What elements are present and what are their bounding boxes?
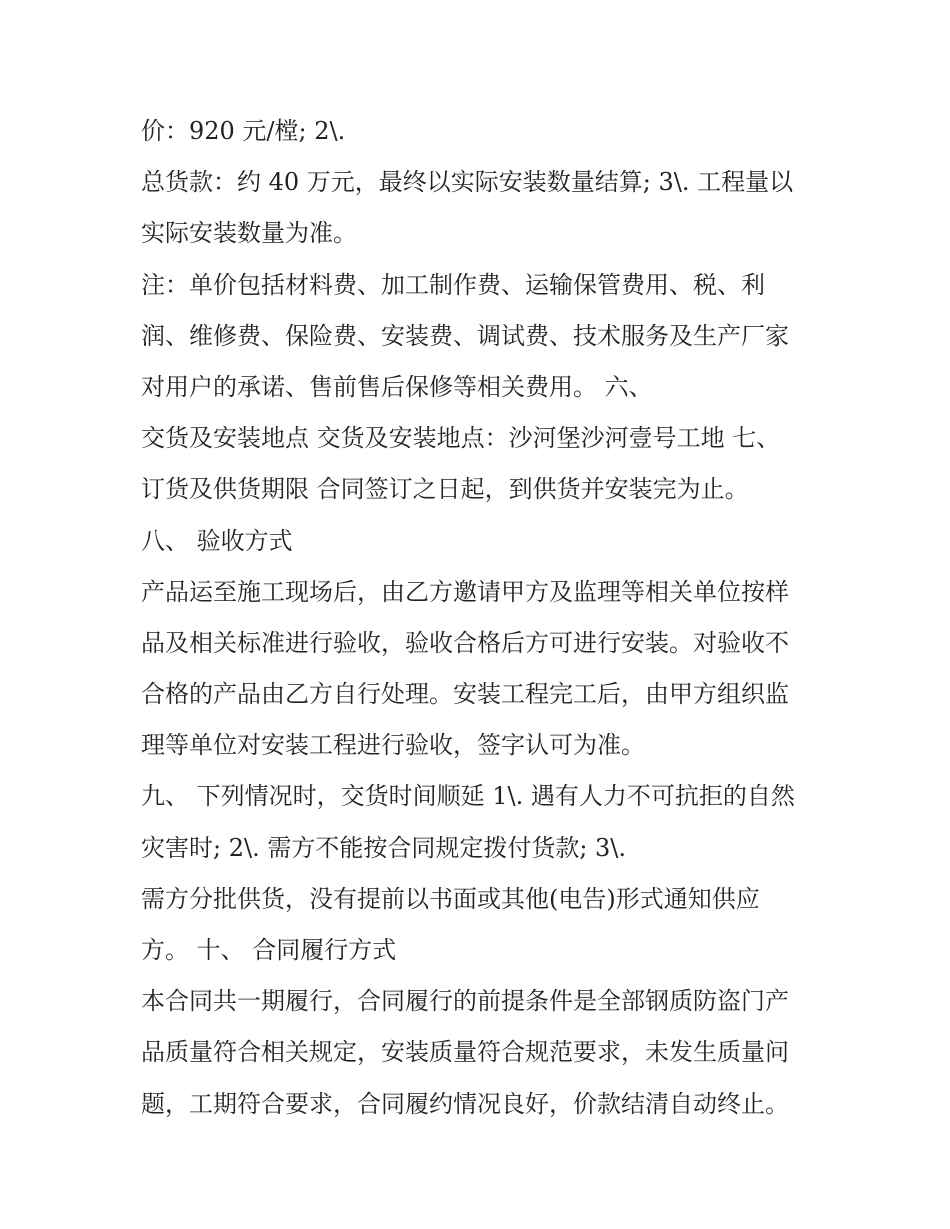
text-line: 需方分批供货，没有提前以书面或其他(电告)形式通知供应	[141, 884, 760, 913]
text-line: 品质量符合相关规定，安装质量符合规范要求，未发生质量问	[141, 1038, 789, 1067]
text-line: 实际安装数量为准。	[141, 219, 357, 248]
text-line: 价：920 元/樘; 2\.	[141, 117, 346, 145]
text-line: 九、 下列情况时，交货时间顺延 1\. 遇有人力不可抗拒的自然	[141, 782, 795, 811]
text-line: 合格的产品由乙方自行处理。安装工程完工后，由甲方组织监	[141, 680, 789, 709]
text-line: 灾害时; 2\. 需方不能按合同规定拨付货款; 3\.	[141, 833, 627, 862]
text-line: 理等单位对安装工程进行验收，签字认可为准。	[141, 731, 645, 760]
text-line: 方。 十、 合同履行方式	[141, 936, 397, 964]
text-line: 注：单价包括材料费、加工制作费、运输保管费用、税、利	[141, 270, 765, 299]
text-line: 对用户的承诺、售前售后保修等相关费用。 六、	[141, 372, 653, 401]
text-line: 交货及安装地点 交货及安装地点：沙河堡沙河壹号工地 七、	[141, 424, 781, 453]
text-line: 本合同共一期履行，合同履行的前提条件是全部钢质防盗门产	[141, 987, 789, 1016]
text-line: 总货款：约 40 万元，最终以实际安装数量结算; 3\. 工程量以	[141, 168, 794, 197]
section-heading: 八、 验收方式	[141, 526, 293, 555]
text-line: 题，工期符合要求，合同履约情况良好，价款结清自动终止。	[141, 1089, 789, 1118]
text-line: 品及相关标准进行验收，验收合格后方可进行安装。对验收不	[141, 628, 789, 657]
text-line: 润、维修费、保险费、安装费、调试费、技术服务及生产厂家	[141, 321, 789, 350]
text-line: 产品运至施工现场后，由乙方邀请甲方及监理等相关单位按样	[141, 577, 789, 606]
text-line: 订货及供货期限 合同签订之日起，到供货并安装完为止。	[141, 475, 749, 504]
contract-body-text	[141, 106, 821, 1130]
